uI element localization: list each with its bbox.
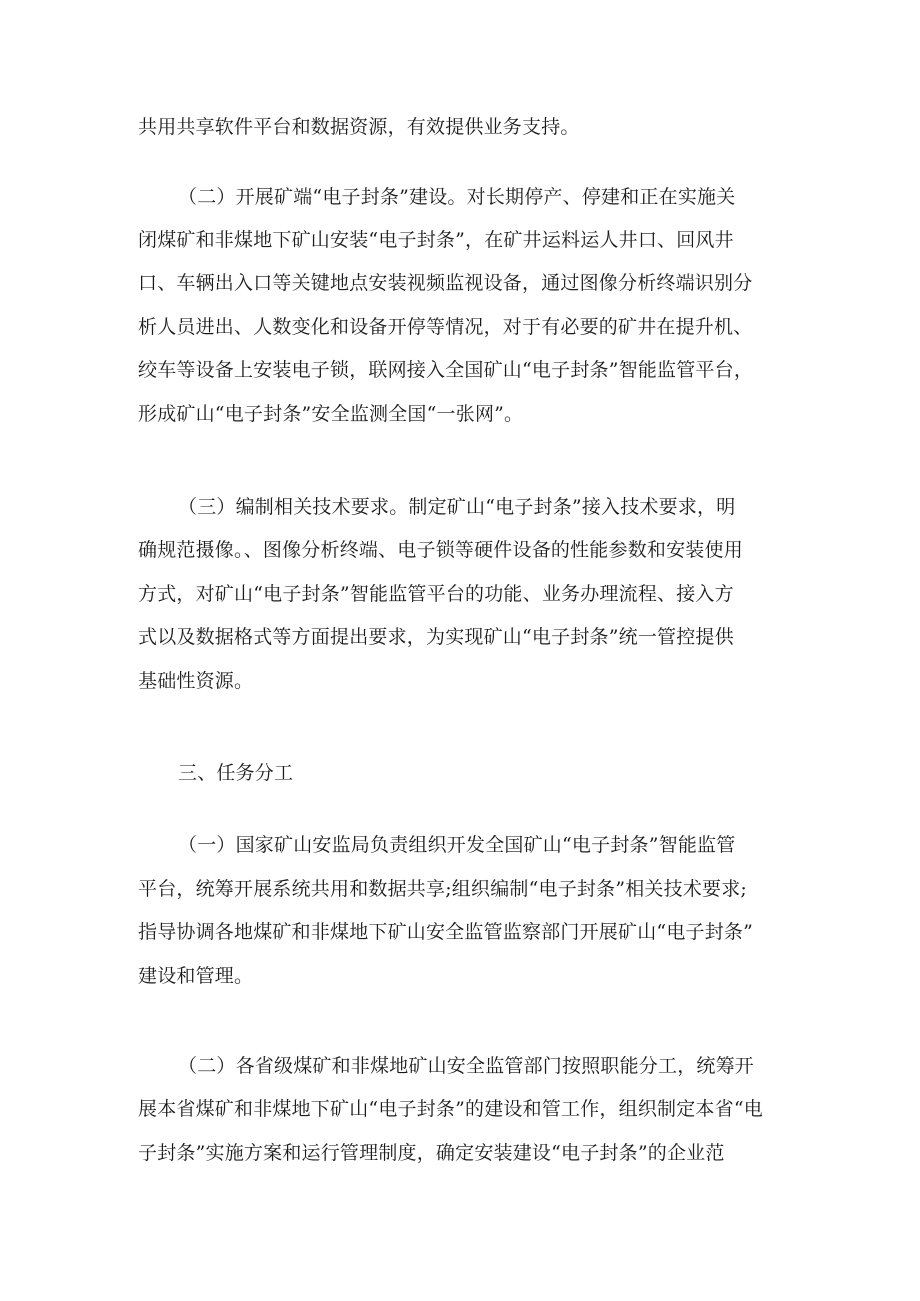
text-line: 共用共享软件平台和数据资源，有效提供业务支持。 bbox=[138, 116, 580, 138]
text-line: 建设和管理。 bbox=[138, 965, 254, 987]
text-line: 方式，对矿山“电子封条”智能监管平台的功能、业务办理流程、接入方 bbox=[138, 583, 734, 605]
text-line: 子封条”实施方案和运行管理制度，确定安装建设“电子封条”的企业范 bbox=[138, 1142, 725, 1164]
text-line: 式以及数据格式等方面提出要求，为实现矿山“电子封条”统一管控提供 bbox=[138, 626, 734, 648]
text-line: 闭煤矿和非煤地下矿山安装“电子封条”，在矿井运料运人井口、回风井 bbox=[138, 229, 734, 251]
text-line: 口、车辆出入口等关键地点安装视频监视设备，通过图像分析终端识别分 bbox=[138, 272, 753, 294]
paragraph-heading-line: （二）开展矿端“电子封条”建设。对长期停产、停建和正在实施关 bbox=[178, 186, 736, 208]
text-line: 指导协调各地煤矿和非煤地下矿山安全监管监察部门开展矿山“电子封条” bbox=[138, 921, 754, 943]
text-line: 析人员进出、人数变化和设备开停等情况，对于有必要的矿井在提升机、 bbox=[138, 316, 753, 338]
text-line: 平台，统筹开展系统共用和数据共享;组织编制“电子封条”相关技术要求; bbox=[138, 878, 748, 900]
section-heading: 三、任务分工 bbox=[178, 762, 294, 784]
text-line: 基础性资源。 bbox=[138, 670, 254, 692]
paragraph-heading-line: （一）国家矿山安监局负责组织开发全国矿山“电子封条”智能监管 bbox=[178, 834, 736, 856]
text-line: 展本省煤矿和非煤地下矿山“电子封条”的建设和管工作，组织制定本省“电 bbox=[138, 1098, 763, 1120]
paragraph-heading-line: （二）各省级煤矿和非煤地矿山安全监管部门按照职能分工，统筹开 bbox=[178, 1055, 755, 1077]
paragraph-heading-line: （三）编制相关技术要求。制定矿山“电子封条”接入技术要求，明 bbox=[178, 496, 736, 518]
text-line: 绞车等设备上安装电子锁，联网接入全国矿山“电子封条”智能监管平台， bbox=[138, 359, 754, 381]
text-line: 确规范摄像。、图像分析终端、电子锁等硬件设备的性能参数和安装使用 bbox=[138, 539, 743, 561]
text-line: 形成矿山“电子封条”安全监测全国“一张网”。 bbox=[138, 403, 524, 425]
